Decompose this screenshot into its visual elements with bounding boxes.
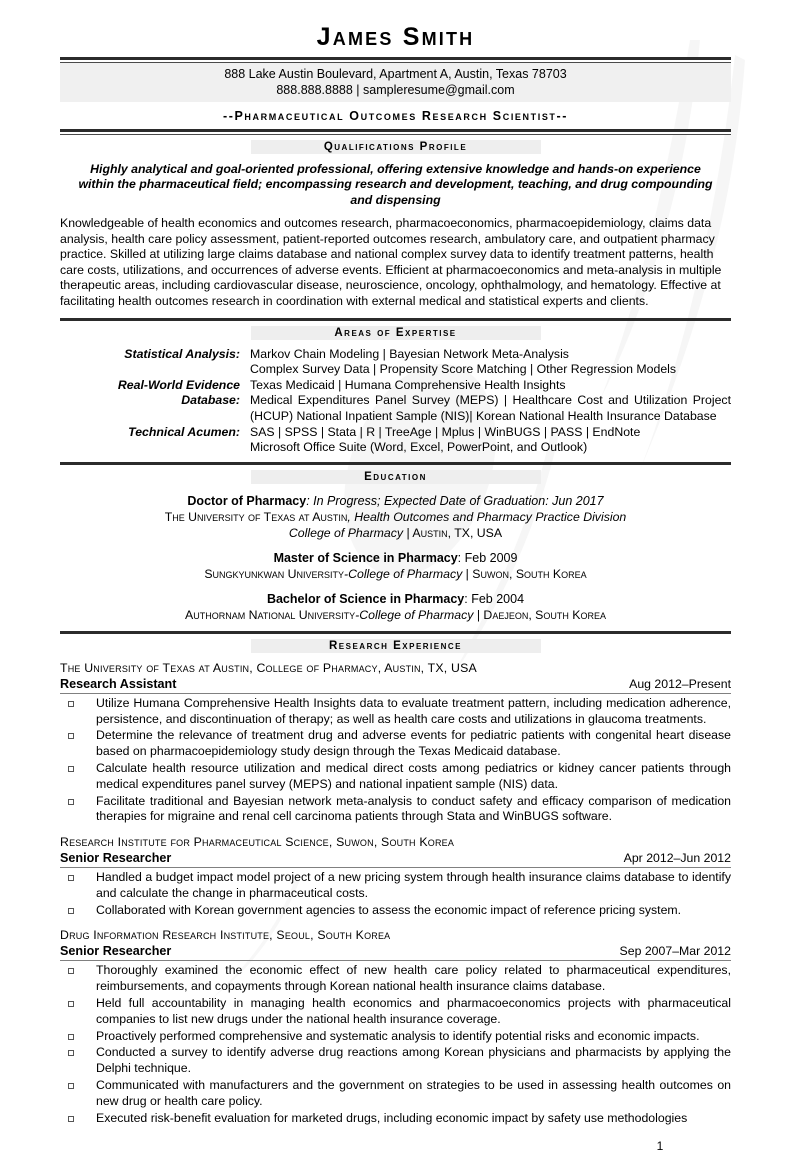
education-degree-name: Bachelor of Science in Pharmacy <box>266 591 465 606</box>
qualifications-lead: Highly analytical and goal-oriented professional, offering extensive knowledge and hands-on experience within the pharmaceutical field; encompassing research and development, teaching, and drug compounding and dispensing <box>78 161 713 207</box>
list-item <box>60 1078 731 1110</box>
list-item <box>60 728 731 760</box>
expertise-value-line: SAS | SPSS | Stata | R | TreeAge | Mplus | WinBUGS | PASS | EndNote <box>250 424 641 439</box>
bullet-square-icon <box>68 968 74 974</box>
bullet-text: Proactively performed comprehensive and systematic analysis to identify potential risks and economic impacts. <box>96 1028 700 1043</box>
expertise-row <box>60 425 731 456</box>
experience-dates: Sep 2007–Mar 2012 <box>619 944 731 959</box>
list-item <box>60 870 731 902</box>
bullet-text: Utilize Humana Comprehensive Health Insights data to evaluate treatment pattern, including medication adherence, persistence, and discontinuation of therapy; as well as health care costs and utilizations in glaucoma treatments. <box>96 695 731 726</box>
expertise-label: Technical Acumen: <box>128 424 240 439</box>
bullet-square-icon <box>68 1050 74 1056</box>
bullet-text: Handled a budget impact model project of a new pricing system through health insurance claims database to identify and calculate the change in pharmaceutical costs. <box>96 870 731 900</box>
expertise-value-line: Microsoft Office Suite (Word, Excel, PowerPoint, and Outlook) <box>250 440 588 455</box>
education-entry <box>60 493 731 550</box>
education-list <box>60 487 731 631</box>
expertise-values <box>250 347 731 378</box>
bullet-text: Communicated with manufacturers and the government on strategies to be used in assessing health outcomes on new drug or health care policy. <box>96 1078 731 1108</box>
bullet-square-icon <box>68 1083 74 1089</box>
section-header-expertise-label: Areas of Expertise <box>251 326 541 340</box>
list-item <box>60 1029 731 1045</box>
page-title: James Smith <box>316 23 475 51</box>
experience-job-title: Senior Researcher <box>60 851 172 866</box>
education-entry <box>60 591 731 627</box>
bullet-square-icon <box>68 733 74 739</box>
list-item <box>60 963 731 995</box>
qualifications-body: Knowledgeable of health economics and outcomes research, pharmacoeconomics, pharmacoepidemiology, claims data analysis, health care policy assessment, patient-reported outcomes research, ambulatory care, and outpatient pharmacy practice. Skilled at utilizing large claims database and national complex survey data to identify treatment patterns, health care costs, utilizations, and occurrences of adverse events. Efficient at pharmacoeconomics and meta-analysis in multiple therapeutic areas, including cardiovascular disease, neuroscience, oncology, ophthalmology, and hematology. Effective at facilitating health outcomes research in coordination with external medical and statistical experts and clients. <box>60 216 722 308</box>
bullet-text: Executed risk-benefit evaluation for marketed drugs, including economic impact by safety use methodologies <box>96 1110 688 1125</box>
expertise-values <box>250 378 731 425</box>
education-school-name: Authornam National University <box>185 607 356 622</box>
expertise-row <box>60 347 731 378</box>
education-college: College of Pharmacy <box>288 525 404 540</box>
expertise-value-line: Complex Survey Data | Propensity Score Matching | Other Regression Models <box>250 362 677 377</box>
expertise-value-line: Medical Expenditures Panel Survey (MEPS) | Healthcare Cost and Utilization Project (HCUP) National Inpatient Sample (NIS)| Korean National Health Insurance Database <box>250 393 731 423</box>
page-number: 1 <box>656 1139 664 1153</box>
section-header-education <box>60 465 731 487</box>
expertise-label: Statistical Analysis: <box>124 346 240 361</box>
education-entry <box>60 550 731 591</box>
bullet-square-icon <box>68 701 74 707</box>
experience-dates: Aug 2012–Present <box>629 676 731 691</box>
contact-block <box>60 63 731 102</box>
section-header-qualifications <box>60 135 731 157</box>
education-school-name: Sungkyunkwan University <box>204 566 345 581</box>
education-location: | Daejeon, South Korea <box>473 607 606 622</box>
experience-entry <box>60 927 731 1135</box>
education-degree-name: Master of Science in Pharmacy <box>273 550 458 565</box>
education-degree-line <box>60 493 731 509</box>
education-location: | Suwon, South Korea <box>462 566 587 581</box>
education-college: -College of Pharmacy <box>344 566 463 581</box>
education-degree-detail: : Feb 2009 <box>457 550 518 565</box>
experience-list <box>60 656 731 1136</box>
bullet-text: Collaborated with Korean government agencies to assess the economic impact of reference pricing system. <box>96 902 682 917</box>
section-header-experience <box>60 634 731 656</box>
contact-address: 888 Lake Austin Boulevard, Apartment A, Austin, Texas 78703 <box>224 66 567 81</box>
education-degree-detail: : Feb 2004 <box>464 591 525 606</box>
bullet-text: Thoroughly examined the economic effect of new health care policy related to pharmaceutical expenditures, reimbursements, and copayments through Korean national health insurance claims database. <box>96 963 731 994</box>
list-item <box>60 794 731 826</box>
section-header-experience-label: Research Experience <box>251 639 541 653</box>
education-location-line <box>60 525 731 541</box>
experience-bullets <box>60 868 731 925</box>
bullet-square-icon <box>68 1001 74 1007</box>
list-item <box>60 696 731 728</box>
list-item <box>60 1045 731 1077</box>
experience-entry <box>60 660 731 834</box>
education-school-line <box>60 566 731 582</box>
bullet-text: Held full accountability in managing health economics and pharmacoeconomics projects with pharmaceutical companies to list new drugs under the national health insurance coverage. <box>96 996 731 1026</box>
education-degree-line <box>60 591 731 607</box>
education-degree-detail: : In Progress; Expected Date of Graduation: Jun 2017 <box>306 493 604 508</box>
bullet-text: Calculate health resource utilization and medical direct costs among pediatrics or kidney cancer patients through medical expenditures panel survey (MEPS) and national inpatient sample (NIS) data. <box>96 760 731 791</box>
section-header-expertise <box>60 321 731 343</box>
bullet-text: Determine the relevance of treatment drug and adverse events for pediatric patients with congenital heart disease based on pharmacoepidemiology study design through the Texas Medicaid database. <box>96 728 731 759</box>
experience-entry <box>60 834 731 927</box>
expertise-label: Real-World Evidence Database: <box>117 377 240 408</box>
experience-job-title: Senior Researcher <box>60 944 172 959</box>
experience-job-title: Research Assistant <box>60 676 177 691</box>
experience-bullets <box>60 694 731 832</box>
section-header-qualifications-label: Qualifications Profile <box>251 140 541 154</box>
section-header-education-label: Education <box>251 470 541 484</box>
experience-company: Drug Information Research Institute, Seoul, South Korea <box>60 928 391 943</box>
professional-tagline: --Pharmaceutical Outcomes Research Scientist-- <box>222 108 569 123</box>
header-name-block <box>60 0 731 57</box>
education-college: -College of Pharmacy <box>355 607 474 622</box>
bullet-text: Facilitate traditional and Bayesian network meta-analysis to conduct safety and efficacy comparison of medication therapies for migraine and renal cell carcinoma patients through Stata and WinBUGS software. <box>96 793 731 824</box>
bullet-square-icon <box>68 875 74 881</box>
bullet-text: Conducted a survey to identify adverse drug reactions among Korean physicians and pharmacists by applying the Delphi technique. <box>96 1045 731 1076</box>
expertise-value-line: Texas Medicaid | Humana Comprehensive Health Insights <box>250 377 566 392</box>
education-division: , Health Outcomes and Pharmacy Practice Division <box>347 509 627 524</box>
list-item <box>60 761 731 793</box>
expertise-row <box>60 378 731 425</box>
list-item <box>60 903 731 919</box>
bullet-square-icon <box>68 908 74 914</box>
bullet-square-icon <box>68 1034 74 1040</box>
bullet-square-icon <box>68 766 74 772</box>
experience-title-row <box>60 676 731 694</box>
education-location: | Austin, TX, USA <box>403 525 503 540</box>
experience-title-row <box>60 943 731 961</box>
education-degree-name: Doctor of Pharmacy <box>187 493 307 508</box>
education-school-name: The University of Texas at Austin <box>164 509 348 524</box>
expertise-value-line: Markov Chain Modeling | Bayesian Network Meta-Analysis <box>250 346 569 361</box>
experience-bullets <box>60 961 731 1133</box>
expertise-values <box>250 425 731 456</box>
experience-company: The University of Texas at Austin, College of Pharmacy, Austin, TX, USA <box>60 660 477 675</box>
bullet-square-icon <box>68 1116 74 1122</box>
experience-dates: Apr 2012–Jun 2012 <box>623 851 731 866</box>
list-item <box>60 1111 731 1127</box>
education-degree-line <box>60 550 731 566</box>
experience-title-row <box>60 850 731 868</box>
contact-phone-email: 888.888.8888 | sampleresume@gmail.com <box>276 82 515 97</box>
experience-company: Research Institute for Pharmaceutical Science, Suwon, South Korea <box>60 835 455 850</box>
education-school-line <box>60 607 731 623</box>
expertise-list <box>60 343 731 462</box>
education-school-line <box>60 509 731 525</box>
list-item <box>60 996 731 1028</box>
bullet-square-icon <box>68 799 74 805</box>
